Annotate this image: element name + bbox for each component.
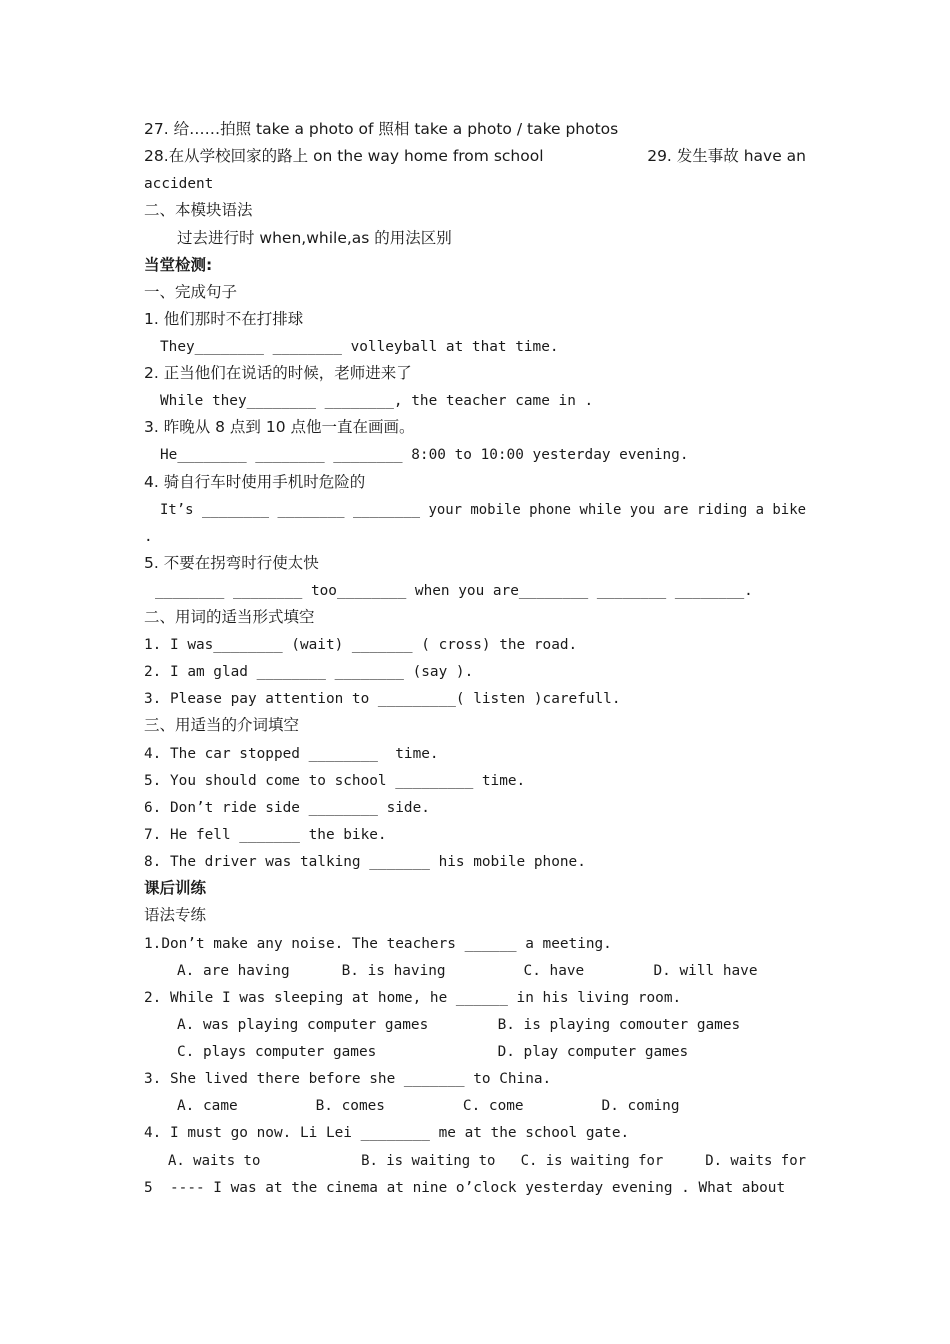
subsection-heading-grammar-practice: 语法专练 (144, 906, 207, 924)
preposition-item-6: 6. Don’t ride side ________ side. (144, 800, 430, 816)
question-2-prompt: 2. 正当他们在说话的时候，老师进来了 (144, 364, 412, 382)
preposition-item-8: 8. The driver was talking _______ his mobile phone. (144, 854, 586, 870)
mcq-5-stem: 5 ---- I was at the cinema at nine o’clock yesterday evening . What about (144, 1180, 786, 1196)
preposition-item-7: 7. He fell _______ the bike. (144, 827, 387, 843)
subsection-heading-prepositions: 三、用适当的介词填空 (144, 716, 300, 734)
vocab-line-28: 28.在从学校回家的路上 on the way home from school (144, 147, 544, 165)
mcq-3-options: A. came B. comes C. come D. coming (177, 1098, 680, 1114)
section-heading-after-class: 课后训练 (144, 879, 207, 897)
word-form-item-3: 3. Please pay attention to _________( listen )carefull. (144, 691, 621, 707)
mcq-2-options-c-d: C. plays computer games D. play computer games (177, 1044, 689, 1060)
word-form-item-1: 1. I was________ (wait) _______ ( cross) the road. (144, 637, 578, 653)
question-4-prompt: 4. 骑自行车时使用手机时危险的 (144, 473, 366, 491)
subsection-heading-complete-sentences: 一、完成句子 (144, 283, 238, 301)
vocab-line-27: 27. 给……拍照 take a photo of 照相 take a photo / take photos (144, 120, 619, 138)
section-heading-grammar: 二、本模块语法 (144, 201, 253, 219)
question-4-sentence-end: . (144, 529, 153, 545)
word-form-item-2: 2. I am glad ________ ________ (say ). (144, 664, 474, 680)
mcq-3-stem: 3. She lived there before she _______ to China. (144, 1071, 552, 1087)
question-5-sentence: ________ ________ too________ when you are________ ________ ________. (155, 583, 753, 599)
subsection-heading-word-forms: 二、用词的适当形式填空 (144, 608, 315, 626)
vocab-line-29-cont: accident (144, 176, 214, 192)
mcq-1-options: A. are having B. is having C. have D. will have (177, 963, 758, 979)
grammar-topic: 过去进行时 when,while,as 的用法区别 (177, 229, 452, 247)
question-5-prompt: 5. 不要在拐弯时行使太快 (144, 554, 319, 572)
preposition-item-4: 4. The car stopped ________ time. (144, 746, 439, 762)
question-3-prompt: 3. 昨晚从 8 点到 10 点他一直在画画。 (144, 418, 415, 436)
mcq-2-stem: 2. While I was sleeping at home, he ______ in his living room. (144, 990, 682, 1006)
mcq-4-options: A. waits to B. is waiting to C. is waiting for D. waits for (168, 1153, 806, 1169)
question-3-sentence: He________ ________ ________ 8:00 to 10:00 yesterday evening. (160, 447, 689, 463)
section-heading-in-class-test: 当堂检测: (144, 256, 213, 274)
mcq-4-stem: 4. I must go now. Li Lei ________ me at the school gate. (144, 1125, 630, 1141)
question-4-sentence: It’s ________ ________ ________ your mobile phone while you are riding a bike (160, 502, 806, 518)
question-2-sentence: While they________ ________, the teacher came in . (160, 393, 594, 409)
mcq-2-options-a-b: A. was playing computer games B. is playing comouter games (177, 1017, 741, 1033)
mcq-1-stem: 1.Don’t make any noise. The teachers ______ a meeting. (144, 936, 612, 952)
question-1-sentence: They________ ________ volleyball at that time. (160, 339, 559, 355)
preposition-item-5: 5. You should come to school _________ time. (144, 773, 526, 789)
vocab-line-29: 29. 发生事故 have an (647, 147, 806, 165)
question-1-prompt: 1. 他们那时不在打排球 (144, 310, 304, 328)
